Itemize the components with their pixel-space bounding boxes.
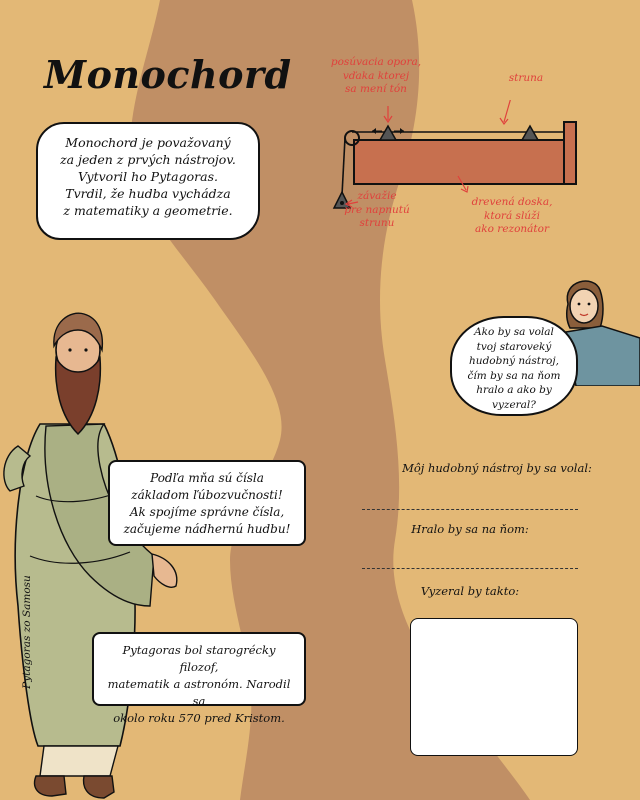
intro-line: za jeden z prvých nástrojov. bbox=[60, 152, 236, 167]
wooden-board bbox=[354, 140, 572, 184]
girl-face bbox=[570, 289, 598, 323]
arrow-right-icon bbox=[400, 128, 404, 134]
arrow-left-icon bbox=[372, 128, 376, 134]
intro-line: Tvrdil, že hudba vychádza bbox=[65, 186, 231, 201]
girl-question-bubble: Ako by sa volal tvoj staroveký hudobný nástroj, čím by sa na ňom hralo a ako by vyzeral? bbox=[450, 316, 578, 416]
answer-line-name[interactable] bbox=[362, 509, 578, 510]
drawing-box[interactable] bbox=[410, 618, 578, 756]
label-string: struna bbox=[508, 72, 544, 84]
answer-line-played[interactable] bbox=[362, 568, 578, 569]
label-movable-support: posúvacia opora, vďaka ktorej sa mení tón bbox=[330, 56, 422, 95]
question-how-looks: Vyzeral by takto: bbox=[420, 584, 520, 598]
pythagoras-vertical-label: Pytagoras zo Samosu bbox=[21, 575, 33, 689]
pulley bbox=[345, 131, 359, 145]
movable-support bbox=[380, 126, 396, 140]
intro-line: Monochord je považovaný bbox=[65, 135, 231, 150]
question-how-played: Hralo by sa na ňom: bbox=[411, 522, 529, 536]
fixed-bridge bbox=[522, 126, 538, 140]
intro-line: z matematiky a geometrie. bbox=[63, 203, 233, 218]
page-title: Monochord bbox=[44, 52, 292, 97]
label-wooden-board: drevená doska, ktorá slúži ako rezonátor bbox=[471, 196, 553, 235]
question-instrument-name: Môj hudobný nástroj by sa volal: bbox=[402, 461, 592, 475]
sandal-right bbox=[84, 776, 114, 798]
pythagoras-quote-bubble: Podľa mňa sú čísla základom ľúbozvučnosti! Ak spojíme správne čísla, začujeme nádhernú hudbu! bbox=[108, 460, 306, 546]
intro-bubble bbox=[36, 122, 260, 240]
pythagoras-bio-box: Pytagoras bol starogrécky filozof, matematik a astronóm. Narodil sa okolo roku 570 pred Kristom. bbox=[92, 632, 306, 706]
intro-line: Vytvoril ho Pytagoras. bbox=[78, 169, 218, 184]
sandal-left bbox=[35, 776, 66, 796]
board-end-block bbox=[564, 122, 576, 184]
label-weight: závažie pre napnutú strunu bbox=[344, 190, 410, 229]
